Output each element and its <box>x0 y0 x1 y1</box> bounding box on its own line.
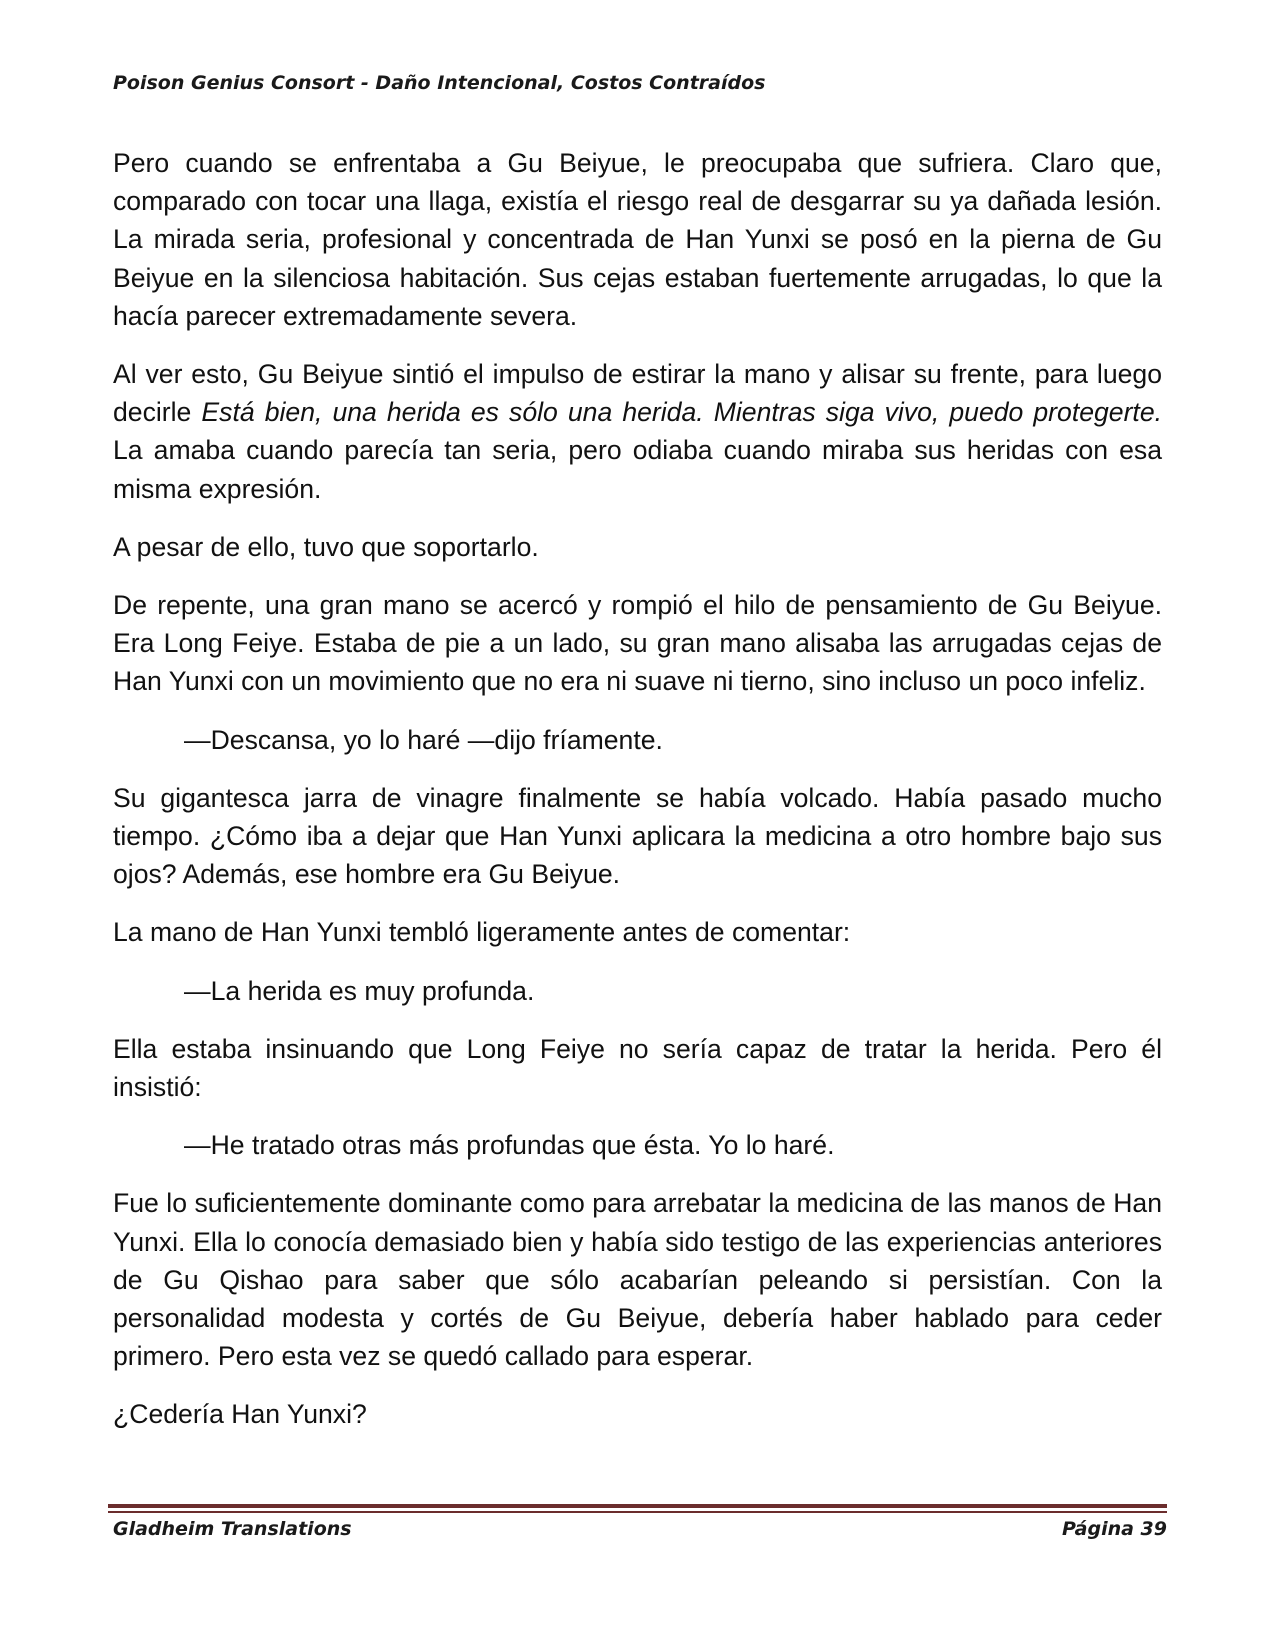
paragraph <box>113 355 1162 508</box>
paragraph: Pero cuando se enfrentaba a Gu Beiyue, le preocupaba que sufriera. Claro que, comparado con tocar una llaga, existía el riesgo real de desgarrar su ya dañada lesión. La mirada seria, profesional y concentrada de Han Yunxi se posó en la pierna de Gu Beiyue en la silenciosa habitación. Sus cejas estaban fuertemente arrugadas, lo que la hacía parecer extremadamente severa. <box>113 148 1162 331</box>
paragraph-text: Al ver esto, Gu Beiyue sintió el impulso de estirar la mano y alisar su frente, para luego decirle <box>113 359 1162 428</box>
paragraph: De repente, una gran mano se acercó y rompió el hilo de pensamiento de Gu Beiyue. Era Long Feiye. Estaba de pie a un lado, su gran mano alisaba las arrugadas cejas de Han Yunxi con un movimiento que no era ni suave ni tierno, sino incluso un poco infeliz. <box>113 590 1162 697</box>
document-body <box>113 144 1162 1454</box>
footer-divider-thick-line <box>108 1504 1167 1508</box>
footer-divider <box>108 1504 1167 1513</box>
footer-divider-thin-line <box>108 1511 1167 1513</box>
paragraph: ¿Cedería Han Yunxi? <box>113 1399 367 1430</box>
paragraph-text: La amaba cuando parecía tan seria, pero odiaba cuando miraba sus heridas con esa misma expresión. <box>113 435 1162 504</box>
paragraph: A pesar de ello, tuvo que soportarlo. <box>113 531 539 562</box>
paragraph: La mano de Han Yunxi tembló ligeramente antes de comentar: <box>113 917 851 948</box>
footer-page-number: Página 39 <box>1061 1518 1167 1540</box>
footer-translator-credit: Gladheim Translations <box>113 1518 352 1540</box>
paragraph: Fue lo suficientemente dominante como para arrebatar la medicina de las manos de Han Yunxi. Ella lo conocía demasiado bien y había sido testigo de las experiencias anteriores de Gu Qishao para saber que sólo acabarían peleando si persistían. Con la personalidad modesta y cortés de Gu Beiyue, debería haber hablado para ceder primero. Pero esta vez se quedó callado para esperar. <box>113 1188 1162 1372</box>
paragraph: Su gigantesca jarra de vinagre finalmente se había volcado. Había pasado mucho tiempo. ¿Cómo iba a dejar que Han Yunxi aplicara la medicina a otro hombre bajo sus ojos? Además, ese hombre era Gu Beiyue. <box>113 782 1162 890</box>
paragraph: Ella estaba insinuando que Long Feiye no sería capaz de tratar la herida. Pero él insistió: <box>113 1033 1162 1103</box>
page-header-title: Poison Genius Consort - Daño Intencional, Costos Contraídos <box>113 72 766 94</box>
italic-thought: Está bien, una herida es sólo una herida. Mientras siga vivo, puedo protegerte. <box>201 397 1163 428</box>
dialogue-line: —Descansa, yo lo haré —dijo fríamente. <box>184 724 663 755</box>
dialogue-line: —La herida es muy profunda. <box>184 975 535 1006</box>
dialogue-line: —He tratado otras más profundas que ésta. Yo lo haré. <box>184 1130 835 1161</box>
